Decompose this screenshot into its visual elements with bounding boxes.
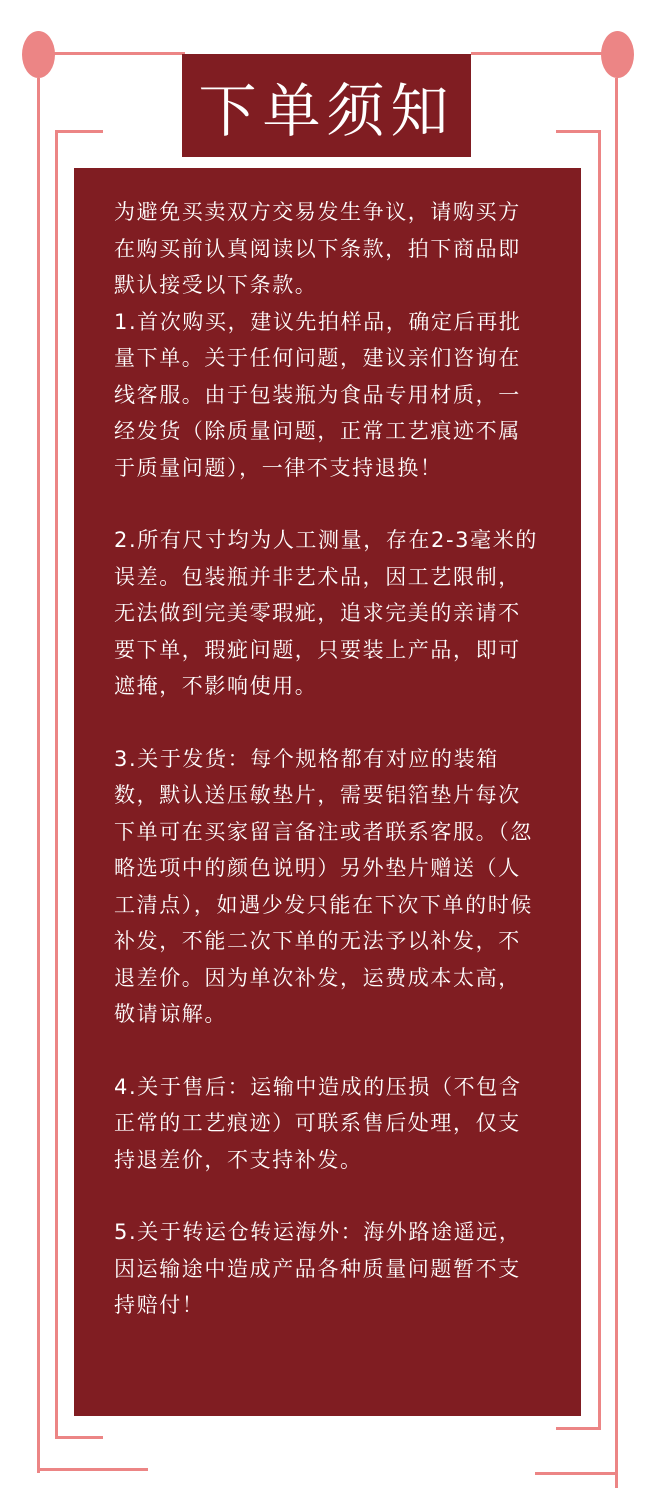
frame-bottom-right-inner xyxy=(556,1427,601,1430)
notice-item-2: 2.所有尺寸均为人工测量，存在2-3毫米的误差。包装瓶并非艺术品，因工艺限制，无法做到完美零瑕疵，追求完美的亲请不要下单，瑕疵问题，只要装上产品，即可遮掩，不影响使用。 xyxy=(114,528,538,698)
frame-left-vertical xyxy=(37,78,40,1473)
frame-bottom-right-line xyxy=(535,1472,618,1475)
left-ornament-dot xyxy=(22,31,55,78)
frame-inner-right-top xyxy=(556,130,601,133)
frame-inner-right-vertical xyxy=(598,130,601,1428)
spacer xyxy=(114,705,541,741)
right-ornament-dot xyxy=(601,31,634,78)
spacer xyxy=(114,486,541,522)
spacer xyxy=(114,1178,541,1214)
notice-item-3: 3.关于发货：每个规格都有对应的装箱数，默认送压敏垫片，需要铝箔垫片每次下单可在买家留言备注或者联系客服。（忽略选项中的颜色说明）另外垫片赠送（人工清点），如遇少发只能在下次下单的时候补发，不能二次下单的无法予以补发，不退差价。因为单次补发，运费成本太高，敬请谅解。 xyxy=(114,746,533,1026)
frame-top-left-line xyxy=(50,52,185,55)
spacer xyxy=(114,1033,541,1069)
intro-text: 为避免买卖双方交易发生争议，请购买方在购买前认真阅读以下条款，拍下商品即默认接受以下条款。 xyxy=(114,200,521,297)
notice-item-4: 4.关于售后：运输中造成的压损（不包含正常的工艺痕迹）可联系售后处理，仅支持退差价，不支持补发。 xyxy=(114,1074,522,1172)
frame-right-vertical xyxy=(615,78,618,1488)
frame-inner-left-top xyxy=(55,130,103,133)
frame-bottom-left-inner xyxy=(55,1436,103,1439)
notice-item-1: 1.首次购买，建议先拍样品，确定后再批量下单。关于任何问题，建议亲们咨询在线客服。由于包装瓶为食品专用材质，一经发货（除质量问题，正常工艺痕迹不属于质量问题），一律不支持退换！ xyxy=(114,309,522,480)
notice-content xyxy=(74,168,581,1416)
page-title: 下单须知 xyxy=(182,54,471,157)
notice-item-5: 5.关于转运仓转运海外：海外路途遥远，因运输途中造成产品各种质量问题暂不支持赔付！ xyxy=(114,1220,522,1317)
frame-top-right-line xyxy=(471,52,611,55)
frame-bottom-left-line xyxy=(40,1468,148,1471)
frame-inner-left-vertical xyxy=(55,130,58,1438)
